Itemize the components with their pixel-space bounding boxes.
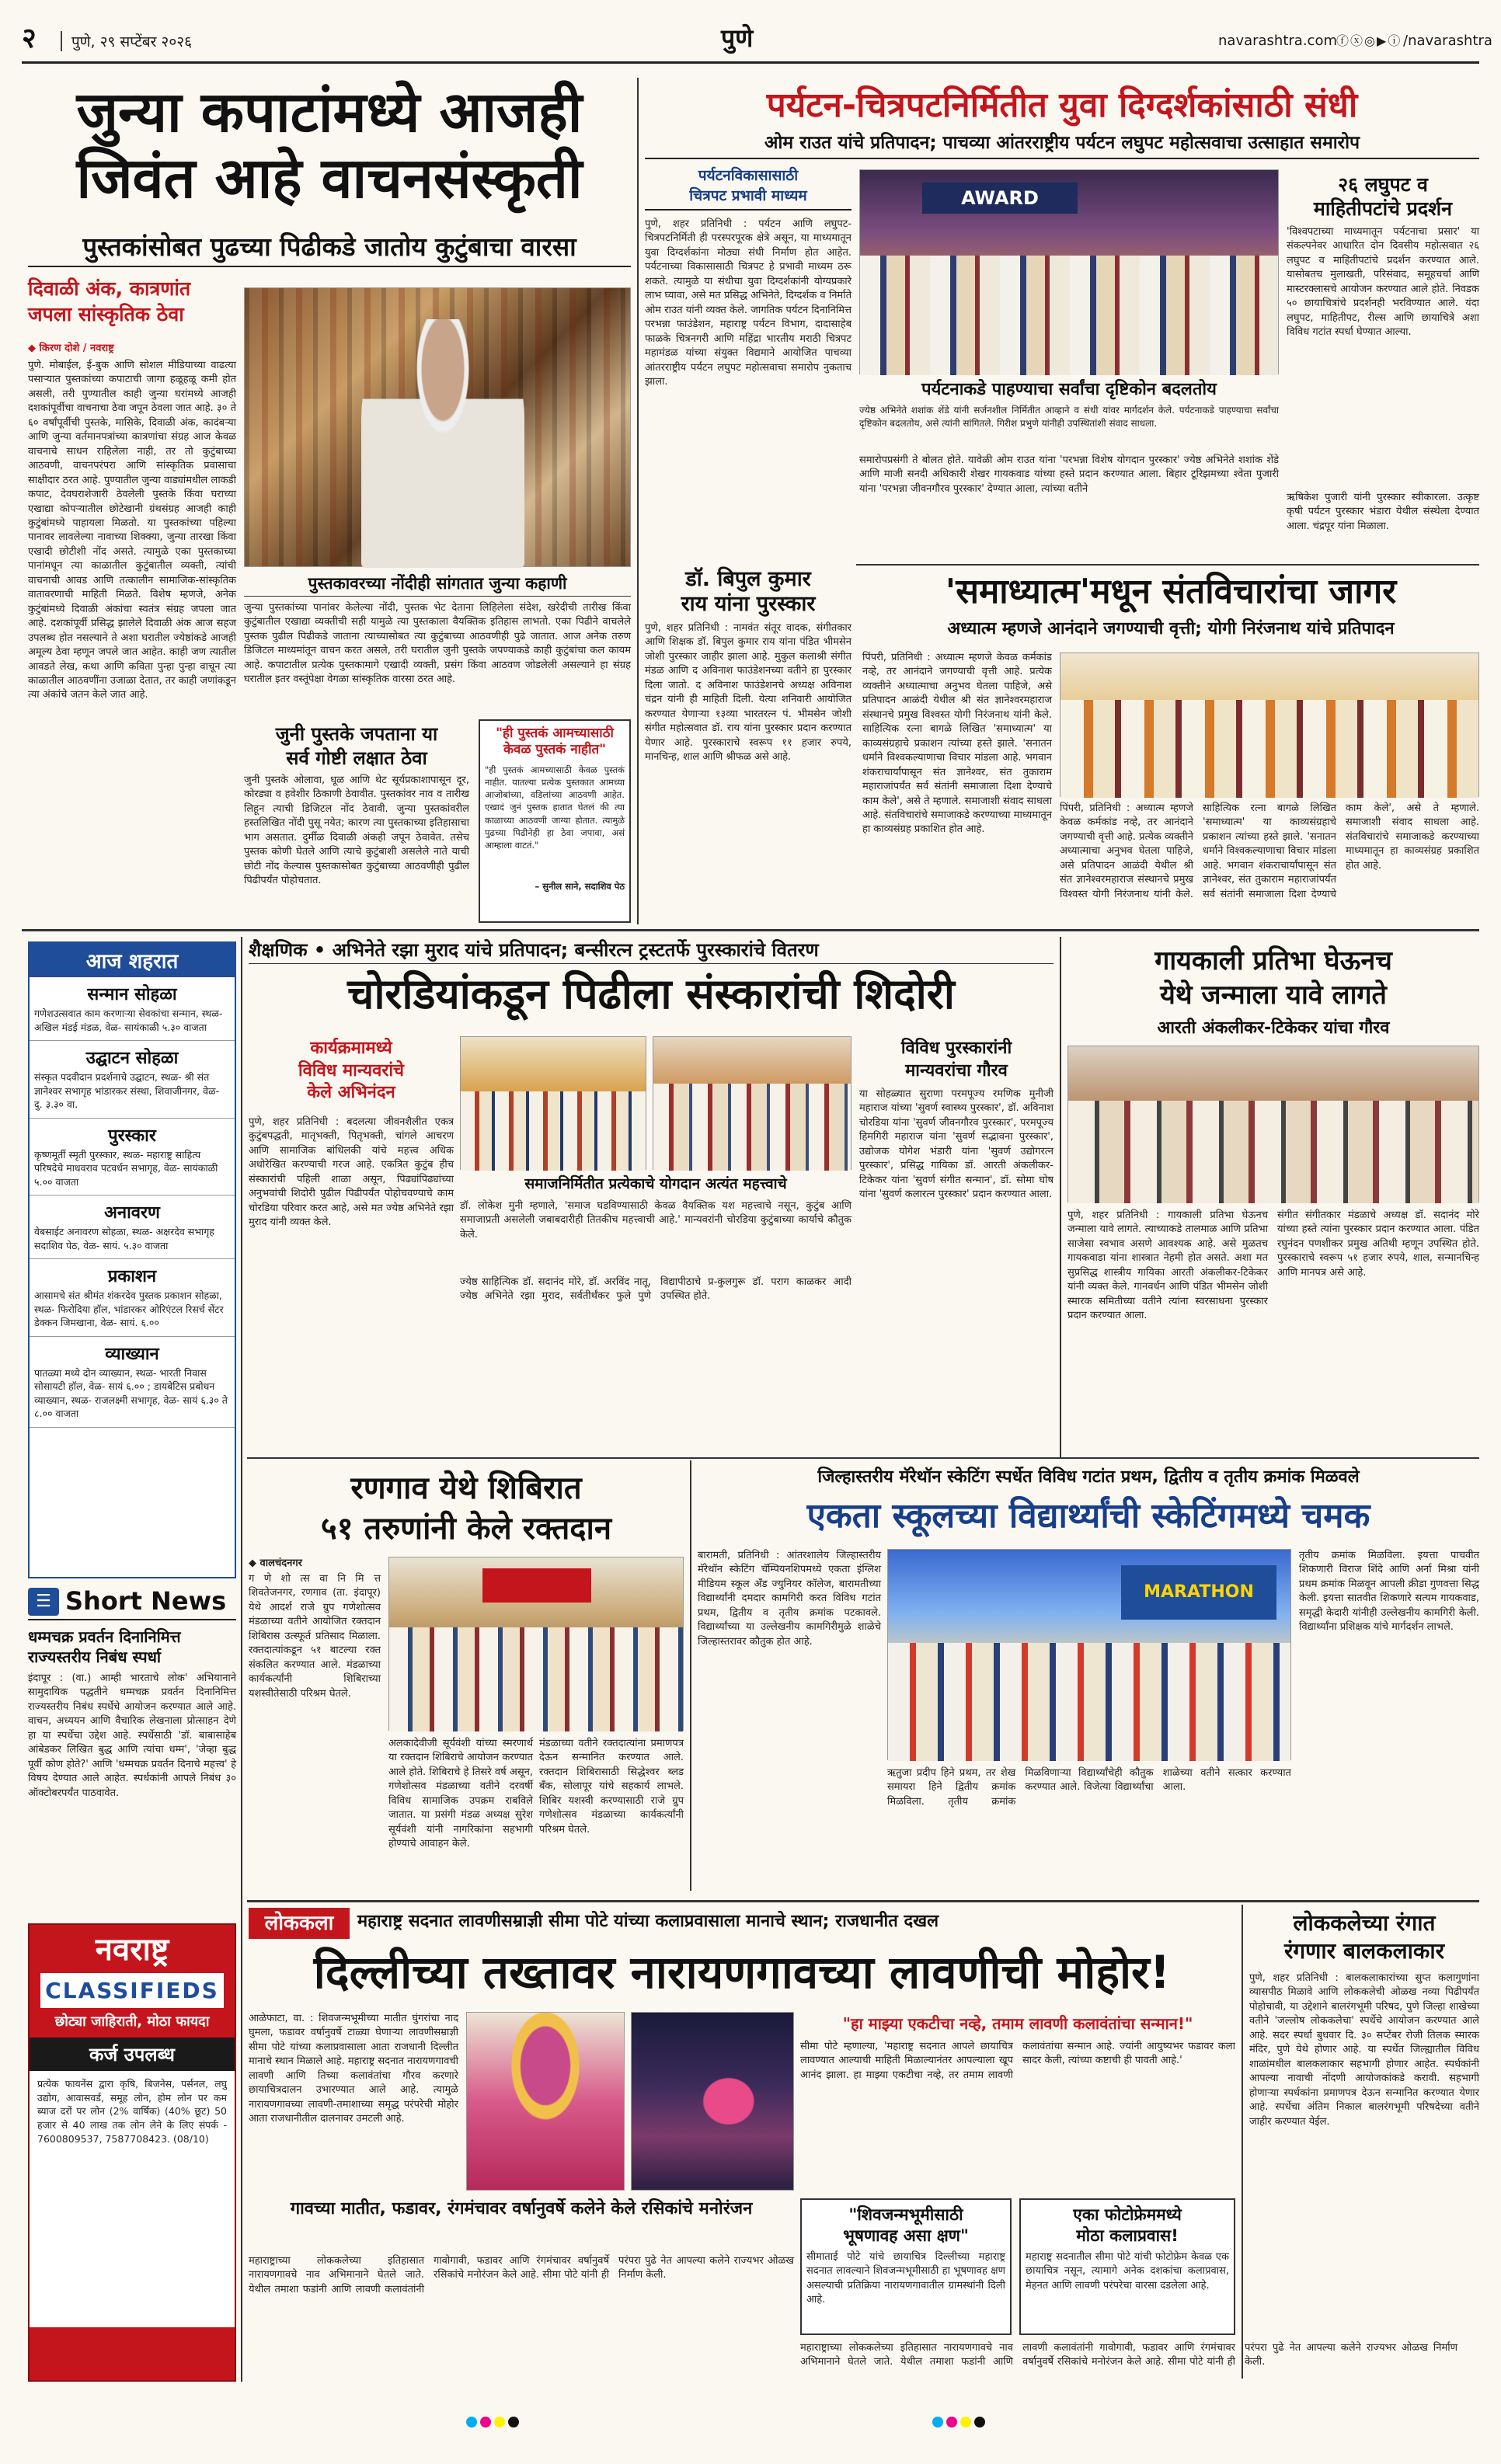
- tourism-award-title: डॉ. बिपुल कुमार राय यांना पुरस्कार: [681, 567, 816, 617]
- balkalakar-body: पुणे, शहर प्रतिनिधी : बालकलाकारांच्या सुप्त कलागुणांना व्यासपीठ मिळावे आणि लोककलेची ओळख नव्या पिढीपर्यंत पोहोचावी, या उद्देशाने बालरंगभूमी परिषद, पुणे जिल्हा शाखेच्या वतीने 'जल्लोष लोककलेचा' स्पर्धेचे आयोजन करण्यात आले आहे. सदर स्पर्धा बुधवार दि. ३० सप्टेंबर रोजी तिलक स्मारक मंदिर, पुणे येथे होणार आहे. या स्पर्धेत जिल्ह्यातील विविध शाळांमधील बालकलाकार सहभागी होणार आहेत. स्पर्धकांनी आपल्या नावाची नोंदणी आयोजकांकडे करावी. सहभागी होणाऱ्या स्पर्धकांना प्रमाणपत्र देऊन सन्मानित करण्यात येणार आहे. स्पर्धेचा अंतिम निकाल बालरंगभूमी परिषदेच्या वतीने जाहीर करण्यात येईल.: [1249, 1972, 1479, 2128]
- event-item: [30, 977, 235, 1041]
- classifieds-body: प्रत्येक फायनेंस द्वारा कृषि, बिजनेस, पर्सनल, लघु उद्योग, आवासवर्ड, समूह लोन, होम लोन पर कम ब्याज दरों पर लोन (2% वार्षिक) (40% छूट) 50 हजार से 40 लाख तक लोन लेने के लिए संपर्क - 7600809537, 7587708423. (08/10): [30, 2071, 235, 2327]
- chordia-body: पुणे, शहर प्रतिनिधी : बदलत्या जीवनशैलीत एकत्र कुटुंबपद्धती, मातृभक्ती, पितृभक्ती, चांगले आचरण आणि सामाजिक बांधिलकी यांचे महत्त्व अधिक अधोरेखित करण्याची गरज आहे. एकत्रित कुटुंब हीच संस्कारांची पहिली शाळा असून, पिढ्यांपिढ्यांच्या अनुभवांची शिदोरी पुढील पिढीपर्यंत पोहोचवण्याचे काम चोरडिया परिवार करत आहे, असे मत ज्येष्ठ अभिनेते रझा मुराद यांनी व्यक्त केले.: [249, 1116, 454, 1229]
- city-name: पुणे: [721, 23, 754, 53]
- tourism-side-body2: ऋषिकेश पुजारी यांनी पुरस्कार स्वीकारला. उत्कृष्ट कृषी पर्यटन पुरस्कार भंडारा येथील संस्थेला देण्यात आला. चंद्रपूर यांना मिळाला.: [1287, 492, 1479, 532]
- books-body2: जुन्या पुस्तकांच्या पानांवर केलेल्या नोंदी, पुस्तक भेट देताना लिहिलेला संदेश, खरेदीची तारीख किंवा कुटुंबातील एखाद्या व्यक्तीची सही यामुळे त्या पुस्तकाला वैयक्तिक इतिहास लाभतो. एका पिढीने वाचलेले पुस्तक पुढील पिढीकडे जाताना त्याच्यासोबत त्या कुटुंबाच्या आठवणीही पुढे जातात. आज अनेक तरुण डिजिटल माध्यमांतून वाचन करत असले, तरी घरातील जुनी पुस्तके जपण्याकडे काही कुटुंबांचा कल कायम आहे. कपाटातील प्रत्येक पुस्तकामागे एखादी व्यक्ती, प्रसंग किंवा आठवण जोडलेली असल्याने हा संग्रह घरातील इतर वस्तूंपेक्षा वेगळा सांस्कृतिक वारसा ठरत आहे.: [244, 602, 631, 686]
- arati-headline: गायकाली प्रतिभा घेऊनच येथे जन्माला यावे लागते: [1154, 945, 1392, 1011]
- social-icons: [1336, 31, 1402, 49]
- lavani-box-1: [800, 2198, 1012, 2335]
- chordia-photo-1: [460, 1036, 646, 1170]
- lavani-bottom-body-right: महाराष्ट्राच्या लोककलेच्या इतिहासात नारायणगावचे नाव अभिमानाने घेतले जाते. येथील तमाशा फडांनी आणि लावणी कलावंतांनी गावोगावी, फडावर आणि रंगमंचावर वर्षानुवर्षे रसिकांचे मनोरंजन केले आहे. सीमा पोटे यांनी ही परंपरा पुढे नेत आपल्या कलेने राज्यभर ओळख निर्माण केली.: [800, 2342, 1457, 2368]
- event-item: [30, 1195, 235, 1259]
- books-photo: [244, 287, 631, 567]
- x-icon[interactable]: ⓧ: [1350, 33, 1365, 48]
- event-details: संस्कृत पदवीदान प्रदर्शनाचे उद्घाटन, स्थळ- श्री संत ज्ञानेश्वर सभागृह भांडारकर संस्था, शिवाजीनगर, वेळ- दु. ३.३० वा.: [34, 1071, 220, 1110]
- lavani-box1-body: सीमाताई पोटे यांचे छायाचित्र दिल्लीच्या महाराष्ट्र सदनात लावल्याने शिवजन्मभूमीसाठी हा भूषणावह क्षण असल्याची प्रतिक्रिया नारायणगावातील ग्रामस्थांनी दिली आहे.: [806, 2250, 1005, 2306]
- skating-body: बारामती, प्रतिनिधी : आंतरशालेय जिल्हास्तरीय मॅरेथॉन स्केटिंग चॅम्पियनशिपमध्ये एकता इंग्लिश मीडियम स्कूल अँड ज्युनियर कॉलेज, बारामतीच्या विद्यार्थ्यांनी दमदार कामगिरी करत विविध गटांत प्रथम, द्वितीय व तृतीय क्रमांक पटकावले. विद्यार्थ्यांच्या या उल्लेखनीय कामगिरीमुळे शाळेचे जिल्हास्तरावर कौतुक होत आहे.: [698, 1550, 881, 1648]
- masthead: [22, 20, 1492, 64]
- short-news-title: Short News: [65, 1586, 227, 1617]
- tourism-body: पुणे, शहर प्रतिनिधी : पर्यटन आणि लघुपट-चित्रपटनिर्मिती ही परस्परपूरक क्षेत्रे असून, या माध्यमातून युवा दिग्दर्शकांना मोठ्या संधी निर्माण होत आहेत. पर्यटनाच्या विकासासाठी चित्रपट हे प्रभावी माध्यम ठरू शकते. त्यामुळे या संधीचा युवा दिग्दर्शकांनी योग्यप्रकारे लाभ घ्यावा, असे मत प्रसिद्ध अभिनेते, दिग्दर्शक व निर्माते ओम राउत यांनी व्यक्त केले. जागतिक पर्यटन दिनानिमित्त परभन्ना फाउंडेशन, महाराष्ट्र पर्यटन विभाग, दादासाहेब फाळके चित्रनगरी आणि महिंद्रा भारतीय मराठी चित्रपट महामंडळ यांच्या संयुक्त विद्यमाने आयोजित पाचव्या आंतरराष्ट्रीय पर्यटन लघुपट महोत्सवाचा समारोप नुकताच झाला.: [645, 218, 851, 388]
- books-quote-author: – सुनील साने, सदाशिव पेठ: [535, 880, 625, 892]
- lavani-kicker: महाराष्ट्र सदनात लावणीसम्राज्ञी सीमा पोटे यांच्या कलाप्रवासाला मानाचे स्थान; राजधानीत दखल: [357, 1912, 939, 1931]
- lavani-photo-1: [466, 2012, 625, 2191]
- blood-photo: [388, 1557, 684, 1731]
- event-details: पातळ्या मध्ये दोन व्याख्यान, स्थळ- भारती निवास सोसायटी हॉल, वेळ- सायं ६.०० ; डायबेटिस प्रबोधन व्याख्यान, स्थळ- राजलक्ष्मी सभागृह, वेळ- सायं ६.३० ते ८.०० वाजता: [34, 1366, 228, 1419]
- classifieds-title: CLASSIFIEDS: [40, 1973, 224, 2008]
- instagram-icon[interactable]: ◎: [1364, 33, 1377, 48]
- lavani-body: आळेफाटा, वा. : शिवजन्मभूमीच्या मातीत घुंगरांचा नाद घुमला, फडावर वर्षानुवर्षे टाळ्या घेणाऱ्या लावणीसम्राज्ञी सीमा पोटे यांच्या कलाप्रवासाला आता राजधानी दिल्लीत मानाचे स्थान मिळाले आहे. महाराष्ट्र सदनात नारायणगावची लावणी आणि तिच्या कलावंतांचा गौरव करणारे छायाचित्रदालन उभारण्यात आले आहे. त्यामुळे नारायणगावच्या लावणी-तमाशाच्या समृद्ध परंपरेची मोहोर आता राजधानीतील दालनावर उमटली आहे.: [249, 2013, 458, 2125]
- skating-body3: तृतीय क्रमांक मिळविला. इयत्ता पाचवीत शिकणारी विराज शिंदे आणि अर्ना मिश्रा यांनी प्रथम क्रमांक मिळवून आपली क्रीडा गुणवत्ता सिद्ध केली. इयत्ता सातवीत शिकणारे सत्यम गायकवाड, समृद्धी केदारी यांनीही उल्लेखनीय कामगिरी केली. विद्यार्थ्यांना प्रशिक्षक यांचे मार्गदर्शन लाभले.: [1299, 1550, 1479, 1634]
- lavani-quote: "हा माझ्या एकटीचा नव्हे, तमाम लावणी कलावंतांचा सन्मान!": [842, 2014, 1193, 2033]
- lavani-bottom-body: महाराष्ट्राच्या लोककलेच्या इतिहासात नारायणगावचे नाव अभिमानाने घेतले जाते. येथील तमाशा फडांनी आणि लावणी कलावंतांनी गावोगावी, फडावर आणि रंगमंचावर वर्षानुवर्षे रसिकांचे मनोरंजन केले आहे. सीमा पोटे यांनी ही परंपरा पुढे नेत आपल्या कलेने राज्यभर ओळख निर्माण केली.: [249, 2255, 794, 2295]
- skating-body2: ऋतुजा प्रदीप हिने प्रथम, तर शेख समायरा हिने द्वितीय क्रमांक मिळविला. तृतीय क्रमांक मिळविणाऱ्या विद्यार्थ्यांचेही कौतुक करण्यात आले. विजेत्या विद्यार्थ्यांचा शाळेच्या वतीने सत्कार करण्यात आला.: [887, 1767, 1291, 1808]
- books-sub2-body: जुनी पुस्तके ओलावा, धूळ आणि थेट सूर्यप्रकाशापासून दूर, कोरड्या व हवेशीर ठिकाणी ठेवावीत. पुस्तकांवर नाव व तारीख लिहून त्याची डिजिटल नोंद ठेवावी. जुन्या पुस्तकांवरील हस्तलिखित नोंदी पुसू नयेत; कारण त्या पुस्तकाच्या इतिहासाचा भाग असतात. दुर्मीळ दिवाळी अंकही जपून ठेवावेत. तसेच पुस्तक कोणी घेतले आणि त्याचे कुटुंबाशी असलेले नाते याची छोटी नोंद केल्यास पुस्तकासोबत कुटुंबाच्या आठवणीही पुढील पिढीपर्यंत पोहोचतात.: [244, 774, 469, 887]
- skating-kicker: जिल्हास्तरीय मॅरेथॉन स्केटिंग स्पर्धेत विविध गटांत प्रथम, द्वितीय व तृतीय क्रमांक मिळवले: [817, 1467, 1360, 1487]
- lavani-box2-title: एका फोटोफ्रेममध्ये मोठा कलाप्रवास!: [1073, 2205, 1182, 2246]
- linkedin-icon[interactable]: ⓘ: [1388, 33, 1402, 48]
- lavani-quote-body: सीमा पोटे म्हणाल्या, 'महाराष्ट्र सदनात आपले छायाचित्र लावण्यात आल्याची माहिती मिळाल्यानंतर आपल्याला खूप आनंद झाला. हा माझ्या एकटीचा नव्हे, तर तमाम लावणी कलावंतांचा सन्मान आहे. ज्यांनी आयुष्यभर फडावर कला सादर केली, त्यांच्या कष्टाची ही पावती आहे.': [800, 2041, 1235, 2081]
- adhyatma-body2: पिंपरी, प्रतिनिधी : अध्यात्म म्हणजे केवळ कर्मकांड नव्हे, तर आनंदाने जगण्याची वृत्ती आहे. प्रत्येक व्यक्तीने अध्यात्माचा अनुभव घेतला पाहिजे, असे प्रतिपादन आळंदी येथील श्री संत ज्ञानेश्वरमहाराज संस्थानचे प्रमुख विश्वस्त योगी निरंजनाथ यांनी केले. साहित्यिक रत्ना बागळे लिखित 'समाध्यात्म' या काव्यसंग्रहाचे प्रकाशन त्यांच्या हस्ते झाले. 'सनातन धर्माने विश्वकल्याणाचा विचार मांडला आहे. भगवान शंकराचार्यांपासून संत ज्ञानेश्वर, संत तुकाराम महाराजांपर्यंत सर्व संतांनी समाजाला दिशा देण्याचे काम केले', असे ते म्हणाले. समाजाशी संवाद साधला आहे. संतविचारांचे समाजाकडे करण्याच्या माध्यमातून हा काव्यसंग्रह प्रकाशित होत आहे.: [1060, 802, 1479, 900]
- chordia-body3: ज्येष्ठ साहित्यिक डॉ. सदानंद मोरे, डॉ. अरविंद नातू, ज्येष्ठ अभिनेते रझा मुराद, सर्वतीर्थंकर फुले पुणे विद्यापीठाचे प्र-कुलगुरू डॉ. पराग काळकर आदी उपस्थित होते.: [460, 1276, 851, 1303]
- books-photo-caption: पुस्तकावरच्या नोंदीही सांगतात जुन्या कहाणी: [244, 575, 631, 597]
- event-item: [30, 1337, 235, 1428]
- arati-subhead: आरती अंकलीकर-टिकेकर यांचा गौरव: [1157, 1018, 1390, 1038]
- chordia-sub: कार्यक्रमामध्ये विविध मान्यवरांचे केले अभिनंदन: [298, 1039, 405, 1103]
- event-heading: अनावरण: [104, 1203, 160, 1223]
- adhyatma-body: पिंपरी, प्रतिनिधी : अध्यात्म म्हणजे केवळ कर्मकांड नव्हे, तर आनंदाने जगण्याची वृत्ती आहे. प्रत्येक व्यक्तीने अध्यात्माचा अनुभव घेतला पाहिजे, असे प्रतिपादन आळंदी येथील श्री संत ज्ञानेश्वरमहाराज संस्थानचे प्रमुख विश्वस्त योगी निरंजनाथ यांनी केले. साहित्यिक रत्ना बागळे लिखित 'समाध्यात्म' या काव्यसंग्रहाचे प्रकाशन त्यांच्या हस्ते झाले. 'सनातन धर्माने विश्वकल्याणाचा विचार मांडला आहे. भगवान शंकराचार्यांपासून संत ज्ञानेश्वर, संत तुकाराम महाराजांपर्यंत सर्व संतांनी समाजाला दिशा देण्याचे काम केले', असे ते म्हणाले. समाजाशी संवाद साधला आहे. संतविचारांचे समाजाकडे करण्याच्या माध्यमातून हा काव्यसंग्रह प्रकाशित होत आहे.: [862, 652, 1052, 836]
- books-body: पुणे. मोबाईल, ई-बुक आणि सोशल मीडियाच्या वाढत्या पसाऱ्यात पुस्तकांच्या कपाटाची जागा हळूहळू कमी होत असली, तरी पुण्यातील काही जुन्या घरांमध्ये आजही दशकांपूर्वीचा वाचनाचा ठेवा जपून ठेवला जात आहे. ३० ते ६० वर्षांपूर्वीची पुस्तके, मासिके, दिवाळी अंक, कादंबऱ्या आणि जुन्या वर्तमानपत्रांच्या कात्रणांचा संग्रह आज केवळ वाचनाचे साधन राहिलेला नाही, तर तो कुटुंबाच्या आठवणी, वाचनपरंपरा आणि सांस्कृतिक प्रवासाचा साक्षीदार ठरत आहे. पुण्यातील जुन्या वाड्यांमधील लाकडी कपाट, देवघराशेजारी ठेवलेली पुस्तके किंवा घराच्या एखाद्या कोपऱ्यातील छोटेखानी ग्रंथसंग्रह आजही काही कुटुंबांमध्ये पाहायला मिळतो. या पुस्तकांच्या पहिल्या पानावर लावलेल्या नावाच्या शिक्क्या, जुन्या तारखा किंवा एखादी छोटीशी नोंद असते. त्यामुळे एका पुस्तकाच्या पानांमधून त्या काळातील कुटुंबातील व्यक्ती, त्यांची वाचनाची आवड आणि तत्कालीन सामाजिक-सांस्कृतिक वातावरणाची माहिती मिळते. विशेष म्हणजे, अनेक कुटुंबांमध्ये दिवाळी अंकांचा स्वतंत्र संग्रह जपला जात आहे. दशकांपूर्वी प्रसिद्ध झालेले दिवाळी अंक आज सहज उपलब्ध होत नसल्याने ते अशा घरातील ज्येष्ठांकडे आजही अमूल्य ठेवा म्हणून जपले जात आहेत. काही जण त्यातील आवडते लेख, कथा आणि कविता पुन्हा पुन्हा वाचून त्या काळातील आठवणींना उजाळा देतात, तर काही जणांकडून त्या अंकांचे जतन केले जात आहे.: [28, 360, 236, 701]
- books-kicker: दिवाळी अंक, कात्रणांत जपला सांस्कृतिक ठेवा: [28, 277, 191, 325]
- page-number: २: [22, 23, 37, 54]
- facebook-icon[interactable]: ⓕ: [1336, 33, 1351, 48]
- aaj-shahrat-title: आज शहरात: [30, 943, 235, 977]
- short-news-body: इंदापूर : (वा.) आम्ही भारताचे लोक' अभियानाने सामुदायिक पद्धतीने धम्मचक्र प्रवर्तन दिनानिमित्त राज्यस्तरीय निबंध स्पर्धेचे आयोजन करण्यात आले आहे. वाचन, अध्ययन आणि वैचारिक लेखनाला प्रोत्साहन देणे हा या स्पर्धेचा उद्देश आहे. स्पर्धेसाठी 'डॉ. बाबासाहेब आंबेडकर लिखित बुद्ध आणि त्यांचा धम्म', 'जेव्हा बुद्ध पूर्वी कोण होते?' आणि 'धम्मचक्र प्रवर्तन दिनाचे महत्त्व' हे विषय देण्यात आले आहेत. स्पर्धकांनी आपले निबंध ३० ऑक्टोबरपर्यंत पाठवावेत.: [28, 1672, 236, 1799]
- elderly-man-figure: [361, 319, 524, 568]
- skating-headline: एकता स्कूलच्या विद्यार्थ्यांची स्केटिंगमध्ये चमक: [806, 1496, 1370, 1536]
- books-byline: ◆ किरण दोशे / नवराष्ट्र: [28, 343, 114, 354]
- tourism-headline: पर्यटन-चित्रपटनिर्मितीत युवा दिग्दर्शकांसाठी संधी: [766, 85, 1358, 125]
- chordia-photo-2: [653, 1036, 851, 1170]
- event-heading: प्रकाशन: [107, 1267, 157, 1286]
- lavani-box2-body: महाराष्ट्र सदनातील सीमा पोटे यांची फोटोफ्रेम केवळ एक छायाचित्र नसून, त्यामागे अनेक दशकांचा कलाप्रवास, मेहनत आणि लावणी परंपरेचा वारसा दडलेला आहे.: [1026, 2250, 1229, 2292]
- tourism-col-body: समारोपप्रसंगी ते बोलत होते. यावेळी ओम राउत यांना 'परभन्ना विशेष योगदान पुरस्कार' ज्येष्ठ अभिनेते शशांक शेंडे आणि माजी सनदी अधिकारी शेखर गायकवाड यांच्या हस्ते प्रदान करण्यात आला. बिहार टूरिझमच्या श्वेता पुजारी यांना 'परभन्ना जीवनगौरव पुरस्कार' देण्यात आला, त्यांच्या वतीने: [859, 454, 1279, 495]
- tourism-caption-body: ज्येष्ठ अभिनेते शशांक शेंडे यांनी सर्जनशील निर्मितीत आव्हाने व संधी यांवर मार्गदर्शन केले. पर्यटनाकडे पाहण्याचा सर्वांचा दृष्टिकोन बदलतोय, असे त्यांनी सांगितले. गिरीश प्रभुणे यांनीही उपस्थितांशी संवाद साधला.: [859, 405, 1279, 430]
- chordia-kicker: शैक्षणिक • अभिनेते रझा मुराद यांचे प्रतिपादन; बन्सीरत्न ट्रस्टतर्फे पुरस्कारांचे वितरण: [249, 940, 1053, 964]
- short-news: [28, 1588, 236, 1914]
- arati-body: पुणे, शहर प्रतिनिधी : गायकाली प्रतिभा घेऊनच जन्माला यावे लागते. त्याच्याकडे तालमाळ आणि प्रतिभा साजेसा स्वभाव असणे आवश्यक आहे. असे मुळतच गायकवाडा यांना शास्त्रात नेहमी होत असते. अशा मत सुप्रसिद्ध शास्त्रीय गायिका आरती अंकलीकर-टिकेकर यांनी व्यक्त केले. गानवर्धन आणि पंडित भीमसेन जोशी स्मारक समितीच्या वतीने त्यांना स्वरसाधना पुरस्कार प्रदान करण्यात आला.: [1067, 1209, 1268, 1322]
- arati-photo: [1067, 1046, 1479, 1202]
- event-heading: व्याख्यान: [105, 1344, 159, 1364]
- lavani-headline: दिल्लीच्या तख्तावर नारायणगावच्या लावणीची मोहोर!: [313, 1946, 1171, 1999]
- website[interactable]: navarashtra.com: [1218, 33, 1337, 49]
- chordia-headline: चोरडियांकडून पिढीला संस्कारांची शिदोरी: [347, 969, 955, 1018]
- books-sub2-title: जुनी पुस्तके जपताना या सर्व गोष्टी लक्षात ठेवा: [275, 723, 438, 770]
- classifieds-brand: नवराष्ट्र: [95, 1932, 169, 1968]
- classifieds: [28, 1923, 236, 2382]
- classifieds-tagline: छोट्या जाहिराती, मोठा फायदा: [54, 2013, 210, 2030]
- lavani-box1-title: "शिवजन्मभूमीसाठी भूषणावह असा क्षण": [843, 2205, 969, 2246]
- blood-headline: रणगाव येथे शिबिरात ५१ तरुणांनी केले रक्तदान: [320, 1470, 612, 1547]
- blood-body: ग णे शो त्स वा नि मि त्त शिवतेजनगर, रणगाव (ता. इंदापूर) येथे आदर्श राजे ग्रुप गणेशोत्सव मंडळाच्या वतीने आयोजित रक्तदान शिबिरास उत्स्फूर्त प्रतिसाद मिळाला. रक्तदात्यांकडून ५१ बाटल्या रक्त संकलित करण्यात आले. मंडळाच्या कार्यकर्त्यांनी शिबिराच्या यशस्वीतेसाठी परिश्रम घेतले.: [249, 1573, 381, 1700]
- arati-body2: संगीत संगीतकार मंडळाचे अध्यक्ष डॉ. सदानंद मोरे यांच्या हस्ते त्यांना पुरस्कार प्रदान करण्यात आला. पंडित रघुनंदन पणशीकर प्रमुख अतिथी म्हणून उपस्थित होते. पुरस्काराचे स्वरूप ५१ हजार रुपये, शाल, सन्मानचिन्ह आणि मानपत्र असे आहे.: [1277, 1209, 1479, 1279]
- tourism-photo: AWARD: [859, 169, 1279, 374]
- lavani-box-2: [1019, 2198, 1235, 2335]
- tourism-subhead: ओम राउत यांचे प्रतिपादन; पाचव्या आंतरराष्ट्रीय पर्यटन लघुपट महोत्सवाचा उत्साहात समारोप: [645, 134, 1479, 159]
- lavani-bottom-title: गावच्या मातीत, फडावर, रंगमंचावर वर्षानुवर्षे कलेने केले रसिकांचे मनोरंजन: [290, 2199, 753, 2219]
- lavani-photo-2: [631, 2012, 794, 2191]
- tourism-photo-caption: पर्यटनाकडे पाहण्याचा सर्वांचा दृष्टिकोन बदलतोय: [921, 380, 1217, 399]
- date-line: पुणे, २९ सप्टेंबर २०२६: [61, 31, 192, 51]
- event-item: [30, 1041, 235, 1119]
- adhyatma-headline: 'समाध्यात्म'मधून संतविचारांचा जागर: [945, 572, 1397, 611]
- chordia-award-body: या सोहळ्यात सुराणा परमपूज्य रमणिक मुनीजी महाराज यांच्या 'सुवर्ण स्वास्थ्य पुरस्कार', डॉ. अविनाश चोरडिया यांना 'सुवर्ण जीवनगौरव पुरस्कार', परमपूज्य हिमगिरी महाराज यांना 'सुवर्ण सद्भावना पुरस्कार', उद्योजक योगेश भंडारी यांना 'सुवर्ण उद्योगरत्न पुरस्कार', प्रसिद्ध गायिका डॉ. आरती अंकलीकर-टिकेकर यांना 'सुवर्ण संगीत सन्मान', डॉ. सोमा घोष यांना 'सुवर्ण कलारत्न पुरस्कार' प्रदान करण्यात आला.: [859, 1088, 1053, 1201]
- blood-byline: ◆ वालचंदनगर: [249, 1557, 302, 1569]
- books-quote-body: "ही पुस्तकं आमच्यासाठी केवळ पुस्तकं नाहीत. यातल्या प्रत्येक पुस्तकात आमच्या आजोबांच्या, वडिलांच्या आठवणी आहेत. एखादं जुनं पुस्तक हातात घेतलं की त्या काळाच्या आठवणी जाग्या होतात. त्यामुळे पुढच्या पिढीनेही हा ठेवा जपावा, असं आम्हाला वाटतं.": [485, 764, 625, 851]
- event-item: [30, 1119, 235, 1196]
- skating-photo: MARATHON: [887, 1549, 1291, 1760]
- event-heading: पुरस्कार: [108, 1126, 156, 1146]
- balkalakar-headline: लोककलेच्या रंगात रंगणार बालकलाकार: [1283, 1910, 1445, 1965]
- event-details: कृष्णमूर्ती स्मृती पुरस्कार, स्थळ- महाराष्ट्र साहित्य परिषदेचे माधवराव पटवर्धन सभागृह, वेळ- सायंकाळी ५.०० वाजता: [34, 1148, 218, 1188]
- registration-marks-right: [932, 2416, 988, 2431]
- short-news-headline: धम्मचक्र प्रवर्तन दिनानिमित्त राज्यस्तरीय निबंध स्पर्धा: [28, 1627, 181, 1666]
- event-heading: उद्घाटन सोहळा: [85, 1049, 179, 1068]
- youtube-icon[interactable]: ▶: [1377, 33, 1388, 48]
- blood-body3: मंडळाच्या वतीने रक्तदात्यांना प्रमाणपत्र देऊन सन्मानित करण्यात आले. रक्तदान शिबिरासाठी सिद्धेश्वर ब्लड बँक, सोलापूर यांचे सहकार्य लाभले. शिबिर यशस्वी करण्यासाठी राजे ग्रुप गणेशोत्सव मंडळाच्या कार्यकर्त्यांनी परिश्रम घेतले.: [539, 1738, 684, 1836]
- blood-body2: अलकादेवीजी सूर्यवंशी यांच्या स्मरणार्थ या रक्तदान शिबिराचे आयोजन करण्यात आले होते. शिबिराचे हे तिसरे वर्ष असून, गणेशोत्सव मंडळाच्या वतीने दरवर्षी विविध सामाजिक उपक्रम राबविले जातात. या प्रसंगी मंडळ अध्यक्ष सुरेश सूर्यवंशी यांनी नागरिकांना सहभागी होण्याचे आवाहन केले.: [388, 1738, 533, 1850]
- classifieds-section: कर्ज उपलब्ध: [30, 2038, 235, 2071]
- event-heading: सन्मान सोहळा: [87, 985, 177, 1004]
- short-news-icon: ☰: [28, 1588, 59, 1616]
- adhyatma-photo: [1060, 653, 1479, 797]
- books-quote-title: "ही पुस्तकं आमच्यासाठी केवळ पुस्तकं नाहीत": [496, 726, 614, 758]
- lavani-tag: लोककला: [249, 1908, 350, 1939]
- tourism-side-title: २६ लघुपट व माहितीपटांचे प्रदर्शन: [1313, 173, 1453, 221]
- registration-marks-left: [466, 2416, 522, 2431]
- chordia-body2: डॉ. लोकेश मुनी म्हणाले, 'समाज घडविण्यासाठी केवळ वैयक्तिक यश महत्त्वाचे नसून, कुटुंब आणि समाजाप्रती असलेली जबाबदारीही तितकीच महत्त्वाची आहे.' मान्यवरांनी चोरडिया कुटुंबाच्या कार्याचे कौतुक केले.: [460, 1200, 851, 1241]
- aaj-shahrat: [28, 941, 236, 1578]
- chordia-award-title: विविध पुरस्कारांनी मान्यवरांचा गौरव: [900, 1039, 1012, 1081]
- event-details: गणेशउत्सवात काम करणाऱ्या सेवकांचा सन्मान, स्थळ- अखिल मंडई मंडळ, वेळ- सायंकाळी ५.३० वाजता: [34, 1008, 223, 1033]
- tourism-side-body: 'विश्वपटाच्या माध्यमातून पर्यटनाचा प्रसार' या संकल्पनेवर आधारित दोन दिवसीय महोत्सवात २६ लघुपट व माहितीपटांचे प्रदर्शन करण्यात आले. यासोबतच मुलाखती, परिसंवाद, समूहचर्चा आणि मास्टरक्लासचे आयोजन करण्यात आले होते. निवडक ५० छायाचित्रांचे प्रदर्शनही भरविण्यात आले. यंदा लघुपट, माहितीपट, रील्स आणि छायाचित्रे अशा विविध गटांत स्पर्धा घेण्यात आल्या.: [1287, 226, 1479, 339]
- books-subhead: पुस्तकांसोबत पुढच्या पिढीकडे जातोय कुटुंबाचा वारसा: [28, 233, 631, 267]
- event-details: वेबसाईट अनावरण सोहळा, स्थळ- अक्षरदेव सभागृह सदाशिव पेठ, वेळ- सायं. ५.३० वाजता: [34, 1226, 214, 1251]
- aaj-shahrat-list: [30, 977, 235, 1428]
- tourism-award-body: पुणे, शहर प्रतिनिधी : नामवंत संतूर वादक, संगीतकार आणि शिक्षक डॉ. बिपुल कुमार राय यांना पंडित भीमसेन जोशी पुरस्कार जाहीर झाला आहे. मुकुल कलाश्री संगीत मंडळ आणि द अविनाश फाउंडेशनच्या वतीने हा पुरस्कार दिला जातो. द अविनाश फाउंडेशनचे अध्यक्ष अविनाश चंद्रन यांनी ही माहिती दिली. येत्या शनिवारी आयोजित करण्यात येणाऱ्या १३व्या भारतरत्न पं. भीमसेन जोशी संगीत महोत्सवात डॉ. राय यांना पुरस्कार प्रदान करण्यात येणार आहे. पुरस्काराचे स्वरूप ११ हजार रुपये, मानचिन्ह, शाल आणि श्रीफळ असे आहे.: [645, 622, 851, 764]
- tourism-kicker: पर्यटनविकासासाठी चित्रपट प्रभावी माध्यम: [645, 166, 851, 211]
- event-details: आसामचे संत श्रीमंत शंकरदेव पुस्तक प्रकाशन सोहळा, स्थळ- फिरोदिया हॉल, भांडारकर ओरिएंटल रिसर्च सेंटर डेक्कन जिमखाना, वेळ- सायं. ६.००: [34, 1289, 224, 1328]
- event-item: [30, 1259, 235, 1337]
- books-headline: जुन्या कपाटांमध्ये आजही जिवंत आहे वाचनसंस्कृती: [76, 79, 583, 211]
- social-handle[interactable]: /navarashtra: [1403, 33, 1492, 49]
- books-quote-box: [479, 719, 631, 923]
- chordia-photo-caption: समाजनिर्मितीत प्रत्येकाचे योगदान अत्यंत महत्त्वाचे: [524, 1175, 787, 1192]
- adhyatma-subhead: अध्यात्म म्हणजे आनंदाने जगण्याची वृत्ती; योगी निरंजनाथ यांचे प्रतिपादन: [947, 619, 1395, 639]
